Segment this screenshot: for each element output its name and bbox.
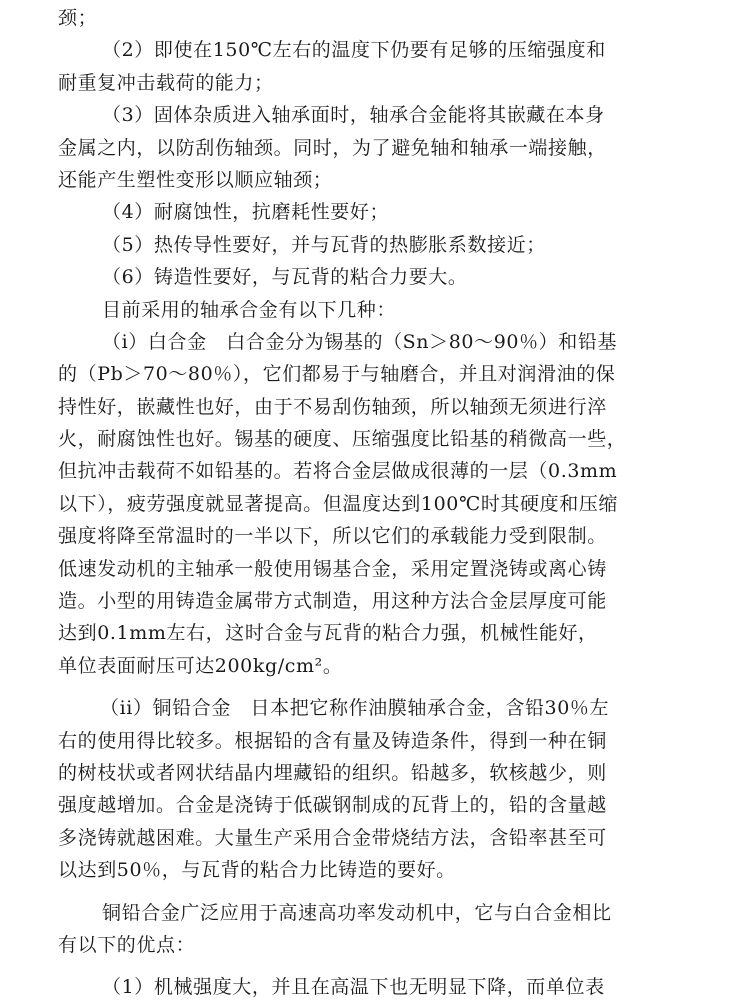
text-line-15: 但抗冲击载荷不如铅基的。若将合金层做成很薄的一层（0.3mm <box>58 460 618 483</box>
text-line-23: 右的使用得比较多。根据铅的含有量及铸造条件，得到一种在铜 <box>58 729 607 752</box>
paragraph-gap <box>58 961 688 971</box>
text-line-7: （4）耐腐蚀性，抗磨耗性要好； <box>102 201 390 224</box>
text-line-4: （3）固体杂质进入轴承面时，轴承合金能将其嵌藏在本身 <box>102 104 605 127</box>
paragraph-gap <box>58 887 688 897</box>
text-line-26: 多浇铸就越困难。大量生产采用合金带烧结方法，含铅率甚至可 <box>58 826 607 849</box>
text-line-19: 造。小型的用铸造金属带方式制造，用这种方法合金层厚度可能 <box>58 590 607 613</box>
text-line-6: 还能产生塑性变形以顺应轴颈； <box>58 168 333 191</box>
text-line-10: 目前采用的轴承合金有以下几种： <box>102 298 397 321</box>
text-line-30: （1）机械强度大，并且在高温下也无明显下降，而单位表 <box>102 976 605 999</box>
text-line-21: 单位表面耐压可达200kg/cm²。 <box>58 654 343 677</box>
text-line-25: 强度越增加。合金是浇铸于低碳钢制成的瓦背上的，铅的含量越 <box>58 794 607 817</box>
document-page <box>58 2 688 1004</box>
text-line-17: 强度将降至常温时的一半以下，所以它们的承载能力受到限制。 <box>58 525 607 548</box>
text-line-22: （ii）铜铅合金 日本把它称作油膜轴承合金，含铅30％左 <box>100 697 610 720</box>
text-line-11: （i）白合金 白合金分为锡基的（Sn＞80～90％）和铅基 <box>102 330 618 353</box>
text-line-14: 火，耐腐蚀性也好。锡基的硬度、压缩强度比铅基的稍微高一些， <box>58 428 627 451</box>
text-line-8: （5）热传导性要好，并与瓦背的热膨胀系数接近； <box>102 233 546 256</box>
text-line-27: 以达到50％，与瓦背的粘合力比铸造的要好。 <box>58 859 456 882</box>
text-line-29: 有以下的优点： <box>58 933 196 956</box>
text-line-28: 铜铅合金广泛应用于高速高功率发动机中，它与白合金相比 <box>102 901 612 924</box>
text-line-24: 的树枝状或者网状结晶内埋藏铅的组织。铅越多，软核越少，则 <box>58 761 607 784</box>
text-line-5: 金属之内，以防刮伤轴颈。同时，为了避免轴和轴承一端接触， <box>58 136 607 159</box>
text-line-18: 低速发动机的主轴承一般使用锡基合金，采用定置浇铸或离心铸 <box>58 557 607 580</box>
text-line-1: 颈； <box>58 7 98 29</box>
text-line-13: 持性好，嵌藏性也好，由于不易刮伤轴颈，所以轴颈无须进行淬 <box>58 395 607 418</box>
text-line-12: 的（Pb＞70～80％），它们都易于与轴磨合，并且对润滑油的保 <box>58 363 616 386</box>
text-line-9: （6）铸造性要好，与瓦背的粘合力要大。 <box>102 266 468 289</box>
text-line-2: （2）即使在150℃左右的温度下仍要有足够的压缩强度和 <box>102 39 606 62</box>
text-line-16: 以下），疲劳强度就显著提高。但温度达到100℃时其硬度和压缩 <box>58 492 619 515</box>
text-line-3: 耐重复冲击载荷的能力； <box>58 71 274 94</box>
text-line-20: 达到0.1mm左右，这时合金与瓦背的粘合力强，机械性能好， <box>58 622 598 645</box>
paragraph-gap <box>58 682 688 692</box>
